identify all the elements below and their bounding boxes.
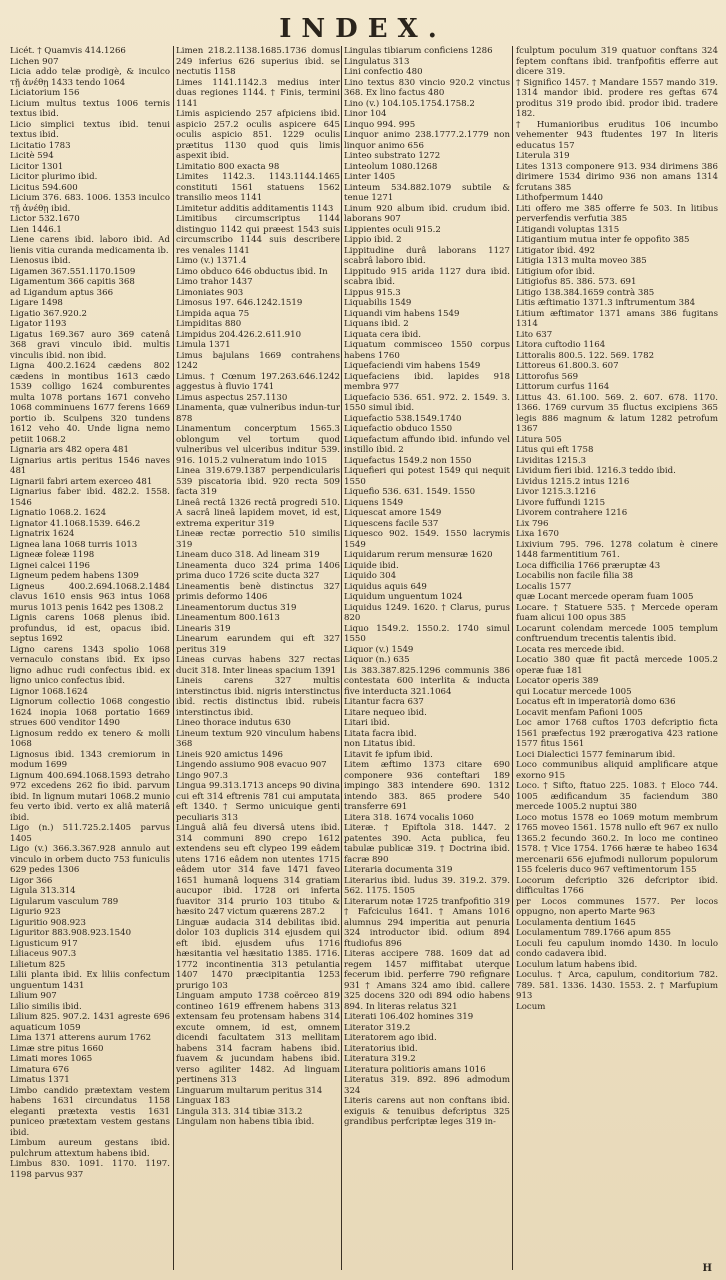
index-entry: Ligna 400.2.1624 cædens 802 cædens in montibus 1613 cædo 1539 colligo 1624 comburentes multa 1078 portans 1671 conveho 1068 comminuens 1677 ferens 1669 portio ib. Sculpens 320 tundens 1612 veho 40. Unde ligna nemo petiit 1068.2 [10, 361, 170, 445]
signature-mark: H [702, 1263, 712, 1274]
index-entry: Litigantium mutua inter fe oppofito 385 [516, 235, 690, 245]
index-entry: Ligatus 169.367 auro 369 catenâ 368 gravi vinculo ibid. multis vinculis ibid. non ibid. [10, 329, 170, 361]
index-entry: Liliaceus 907.3 [10, 949, 77, 959]
index-entry: Limbum aureum gestans ibid. pulchrum attextum habens ibid. [10, 1138, 170, 1159]
index-entry: Lineamenta duco 324 prima 1406 prima duco 1726 scite ducta 327 [176, 560, 340, 581]
index-entry: Lineæ rectæ porrectio 510 similis 319 [176, 529, 340, 550]
index-entry: Limpida aqua 75 [176, 308, 250, 319]
index-entry: Lineis carens 327 multis interstinctus ibid. nigris interstinctus ibid. rectis distinctus ibid. rubeis interstinctus ibid. [176, 676, 340, 718]
index-entry: Literatus 319. 892. 896 admodum 324 [344, 1075, 510, 1096]
index-entry: Limitibus circumscriptus 1144 distinguo 1142 qui præest 1543 suis circumscribo 1144 suis describere res venales 1141 [176, 214, 340, 256]
column-rule [341, 46, 342, 1270]
index-entry: Lima 1371 atterens aurum 1762 [10, 1033, 152, 1043]
index-entry: Lini confectio 480 [344, 67, 423, 77]
index-entry: Ligator 1193 [10, 319, 67, 329]
index-entry: Loco. † Sifto, ftatuo 225. 1083. † Eloco 744. 1005 ædificandum 35 faciendum 380 mercede 1005.2 nuptui 380 [516, 781, 718, 812]
index-entry: Literator 319.2 [344, 1022, 411, 1033]
index-entry: Lineamentis benè distinctus 327 primis deformo 1406 [176, 581, 340, 602]
index-entry: Liquabilis 1549 [344, 298, 412, 308]
index-entry: Ligneus 400.2.694.1068.2.1484 clavus 1610 ensis 963 intus 1068 murus 1013 penis 1642 pes 1308.2 [10, 581, 170, 613]
index-entry: Licio simplici textus ibid. tenui textus ibid. [10, 119, 170, 140]
index-entry: Ligare 1498 [10, 298, 63, 308]
index-entry: Loca difficilia 1766 præruptæ 43 [516, 560, 661, 571]
index-entry: Limus bajulans 1669 contrahens 1242 [176, 350, 340, 371]
index-entry: Lilii planta ibid. Ex liliis confectum unguentum 1431 [10, 970, 170, 991]
index-entry: Licitor 1301 [10, 161, 64, 172]
index-entry: Ligatio 367.920.2 [10, 308, 87, 319]
index-entry: Liquescens facile 537 [344, 518, 439, 529]
index-entry: Limis aspiciendo 257 afpiciens ibid. aspicio 257.2 oculis aspicere 645 oculis aspicio 851. 1229 oculis prætitus 1130 quod quis limis aspexit ibid. [176, 109, 340, 161]
index-entry: Locorum defcriptio 326 defcriptor ibid. difficultas 1766 [516, 875, 718, 896]
index-entry: Littorum curfus 1164 [516, 382, 610, 392]
index-entry: Lis 383.387.825.1296 communis 386 contestata 600 interlita & inducta five interducta 321.1064 [344, 665, 510, 697]
index-entry: Liquefaciens ibid. lapides 918 membra 977 [344, 371, 510, 392]
index-entry: Linum 920 album ibid. crudum ibid. laborans 907 [344, 203, 510, 224]
index-entry: Limus aspectus 257.1130 [176, 392, 288, 403]
index-entry: Lino (v.) 104.105.1754.1758.2 [344, 98, 475, 109]
index-entry: Ligo (v.) 366.3.367.928 annulo aut vinculo in orbem ducto 753 funiculis 629 pedes 1306 [10, 844, 170, 875]
index-entry: Limo trahor 1437 [176, 277, 253, 287]
index-entry: Lignor 1068.1624 [10, 686, 88, 697]
index-entry: Ligno carens 1343 spolio 1068 vernaculo constans ibid. Ex ipso ligno adhuc rudi confectus ibid. ex ligno unico confectus ibid. [10, 644, 170, 686]
index-entry: Licét. † Quamvis 414.1266 [10, 46, 126, 56]
index-entry: Linguâ aliâ feu diversâ utens ibid. 314 communi 890 crepo 1612 extendens seu eft clypeo 199 eâdem utens 1716 eâdem non utentes 1715 eâdem utor 314 fave 1471 faveo 1651 humanâ loquens 314 gratiam aucupor ibid. 1728 ori inferta fuavitor 314 prurio 103 titubo & hæsito 247 victum quærens 287.2 [176, 823, 340, 917]
index-entry: Ligneum pedem habens 1309 [10, 571, 139, 581]
index-entry: Licia addo telæ prodigè, & inculco τῇ ἀνέθῃ 1433 tendo 1064 [10, 67, 170, 88]
index-entry: Loculi feu capulum inomdo 1430. In loculo condo cadavera ibid. [516, 938, 718, 959]
index-entry: Litavit fe ipfum ibid. [344, 749, 433, 760]
index-entry: Liquefaciendi vim habens 1549 [344, 361, 481, 371]
index-entry: Lineum textum 920 vinculum habens 368 [176, 728, 340, 749]
index-entry: Lingulam non habens tibia ibid. [176, 1117, 315, 1127]
index-entry: Lixa 1670 [516, 529, 560, 539]
index-entry: ad Ligandum aptus 366 [10, 287, 114, 298]
index-entry: Liquandi vim habens 1549 [344, 308, 460, 319]
index-entry: Lippus 915.3 [344, 287, 401, 298]
index-entry: Lignis carens 1068 plenus ibid. profundus, id est, opacus ibid. septus 1692 [10, 613, 170, 644]
index-entry: Literarius ibid. ludus 39. 319.2. 379. 562. 1175. 1505 [344, 875, 510, 896]
index-entry: Ligusticum 917 [10, 938, 78, 949]
index-entry: Limbo candido prætextam vestem habens 1631 circundatus 1158 eleganti prætexta vestis 1631 puniceo prætextam vestem gestans ibid. [10, 1085, 170, 1138]
index-entry: Liquefactum affundo ibid. infundo vel instillo ibid. 2 [344, 434, 510, 455]
index-entry: Lignosum reddo ex tenero & molli 1068 [10, 728, 170, 749]
index-entry: per Locos communes 1577. Per locos oppugno, non aperto Marte 963 [516, 896, 718, 917]
index-entry: Limo (v.) 1371.4 [176, 256, 247, 266]
index-entry: Literati 106.402 homines 319 [344, 1012, 474, 1022]
index-entry: Lictor 532.1670 [10, 214, 80, 224]
index-entry: Liquefactus 1549.2 non 1550 [344, 455, 472, 466]
index-entry: Lixivium 795. 796. 1278 colatum è cinere 1448 farmentitium 761. [516, 539, 718, 560]
index-entry: Lithofpermum 1440 [516, 193, 603, 203]
index-entry: Lignarius faber ibid. 482.2. 1558. 1546 [10, 487, 170, 508]
index-entry: Liquefacio 536. 651. 972. 2. 1549. 3. 1550 simul ibid. [344, 392, 510, 413]
index-entry: Linor 104 [344, 109, 387, 119]
index-entry: Lingula 313. 314 tibiæ 313.2 [176, 1106, 303, 1117]
index-entry: Lilium 825. 907.2. 1431 agreste 696 aquaticum 1059 [10, 1012, 170, 1033]
index-entry: Loculamentum 789.1766 apum 855 [516, 928, 671, 938]
index-entry: Litigiofus 85. 386. 573. 691 [516, 277, 637, 287]
index-entry: Lividum fieri ibid. 1216.3 teddo ibid. [516, 466, 676, 476]
index-entry: Lingulas tibiarum conficiens 1286 [344, 46, 493, 56]
index-entry: Licitor plurimo ibid. [10, 172, 98, 182]
index-entry: Lingendo assiumo 908 evacuo 907 [176, 760, 327, 770]
index-entry: Litata facra ibid. [344, 728, 417, 739]
index-entry: Loc amor 1768 cuftos 1703 defcriptio ficta 1561 præfectus 192 prærogativa 423 ratione 1577 fitus 1561 [516, 718, 718, 749]
index-entry: Liquo 1549.2. 1550.2. 1740 simul 1550 [344, 623, 510, 644]
index-entry: † Humanioribus eruditus 106 incumbo vehementer 943 ftudentes 197 In literis educatus 157 [516, 119, 718, 151]
index-entry: Limula 1371 [176, 340, 231, 350]
index-entry: Lichen 907 [10, 56, 59, 67]
index-entry: Liquesco 902. 1549. 1550 lacrymis 1549 [344, 529, 510, 550]
index-entry: Ligo (n.) 511.725.2.1405 parvus 1405 [10, 823, 170, 844]
index-entry: Lignum 400.694.1068.1593 detraho 972 excedens 262 fio ibid. parvum ibid. In lignum mutari 1068.2 munio feu verto ibid. verto ex aliâ materiâ ibid. [10, 770, 170, 823]
index-entry: Liquans ibid. 2 [344, 319, 409, 329]
index-entry: Lix 796 [516, 518, 549, 529]
index-entry: Litari ibid. [344, 718, 390, 728]
index-entry: Limosus 197. 646.1242.1519 [176, 298, 303, 308]
index-entry: Licium multus textus 1006 ternis textus ibid. [10, 98, 170, 119]
index-entry: Littorofus 569 [516, 371, 579, 382]
index-entry: Lippitudo 915 arida 1127 dura ibid. scabra ibid. [344, 266, 510, 287]
index-entry: Litium æftimator 1371 amans 386 fugitans 1314 [516, 308, 718, 329]
index-column-1 [10, 46, 170, 1270]
index-entry: Litantur facra 637 [344, 697, 424, 707]
index-entry: Lividus 1215.2 intus 1216 [516, 476, 630, 487]
index-entry: Liquefio 536. 631. 1549. 1550 [344, 487, 476, 497]
index-entry: Limites 1142.3. 1143.1144.1465 constituti 1561 statuens 1562 transilio meos 1141 [176, 172, 340, 203]
index-entry: Lippitudine durâ laborans 1127 scabrâ laboro ibid. [344, 245, 510, 266]
index-entry: Limpidus 204.426.2.611.910 [176, 329, 302, 340]
index-entry: Liquidarum rerum mensuræ 1620 [344, 550, 493, 560]
index-entry: Limatus 1371 [10, 1075, 70, 1085]
index-entry: Lito 637 [516, 329, 553, 340]
index-entry: Locavit menfam Pafioni 1005 [516, 707, 643, 718]
index-entry: Lineam duco 318. Ad lineam 319 [176, 550, 320, 560]
index-entry: Ligamentum 366 capitis 368 [10, 277, 135, 287]
index-entry: Locatus eft in imperatorià domo 636 [516, 697, 676, 707]
index-entry: Liquor (n.) 635 [344, 655, 410, 665]
index-entry: Literatorem ago ibid. [344, 1033, 437, 1043]
index-entry: Littoralis 800.5. 122. 569. 1782 [516, 350, 655, 361]
index-entry: Lingua 99.313.1713 anceps 90 divina cui eft 314 eftrenis 781 cui amputata eft 1340. † Sermo unicuique genti peculiaris 313 [176, 781, 340, 823]
index-entry: Lino textus 830 vincio 920.2 vinctus 368. Ex lino factus 480 [344, 77, 510, 98]
index-entry: Litus qui eft 1758 [516, 445, 594, 455]
index-entry: Liquidum unguentum 1024 [344, 592, 463, 602]
index-entry: Ligula 313.314 [10, 886, 76, 896]
index-entry: Litigator ibid. 492 [516, 245, 596, 256]
index-column-3 [344, 46, 510, 1270]
index-entry: Linteo substrato 1272 [344, 151, 441, 161]
index-entry: Literaria documenta 319 [344, 865, 453, 875]
index-entry: Lignea lana 1068 turris 1013 [10, 539, 138, 550]
index-entry: Liguritor 883.908.923.1540 [10, 928, 132, 938]
index-entry: Locare. † Statuere 535. † Mercede operam fuam alicui 100 opus 385 [516, 602, 718, 623]
index-entry: Livorem contrahere 1216 [516, 508, 628, 518]
index-entry: Limatura 676 [10, 1064, 70, 1075]
index-entry: Lineamentum 800.1613 [176, 613, 280, 623]
index-entry: Linguæ audacia 314 debilitas ibid. dolor 103 duplicis 314 ejusdem qui eft ibid. ejusdem ufus 1716 hæsitantia vel hæsitatio 1385. 1716. 1772 incontinentia 313 petulantia 1407 1470 præcipitantia 1253 prurigo 103 [176, 917, 340, 991]
index-entry: Limo obduco 646 obductus ibid. In [176, 266, 328, 277]
index-entry: Liquidus aquis 649 [344, 581, 427, 592]
index-entry: Linamentum concerptum 1565.3 oblongum vel tortum quod vulneribus vel ulceribus inditur 539. 916. 1015.2 vulneratum indo 1015 [176, 424, 340, 466]
index-entry: Linquo 994. 995 [344, 119, 416, 130]
index-entry: Litera 318. 1674 vocalis 1060 [344, 812, 474, 823]
index-column-4 [516, 46, 718, 1270]
index-entry: Licitatio 1783 [10, 140, 71, 151]
index-entry: Linamenta, quæ vulneribus indun-tur 878 [176, 403, 340, 424]
index-entry: Lites 1313 componere 913. 934 dirimens 386 dirimere 1534 dirimo 936 non amans 1314 fcrutans 385 [516, 161, 718, 193]
index-entry: Liquescat amore 1549 [344, 508, 442, 518]
index-entry: fculptum poculum 319 quatuor conftans 324 feptem conftans ibid. tranfpofitis efferre aut dicere 319. [516, 46, 718, 77]
index-entry: Lignator 41.1068.1539. 646.2 [10, 518, 141, 529]
index-entry: Litis æftimatio 1371.3 inftrumentum 384 [516, 298, 696, 308]
index-entry: Lignosus ibid. 1343 cremiorum in modum 1699 [10, 749, 170, 770]
index-entry: Ligneæ foleæ 1198 [10, 550, 95, 560]
index-entry: Liquefactio 538.1549.1740 [344, 413, 462, 424]
index-entry: Liquidus 1249. 1620. † Clarus, purus 820 [344, 602, 510, 623]
index-entry: Livore fuffundi 1215 [516, 497, 606, 508]
index-entry: Licitus 594.600 [10, 182, 78, 193]
index-entry: Linea 319.679.1387 perpendicularis 539 piscatoria ibid. 920 recta 509 facta 319 [176, 466, 340, 497]
index-entry: Litigium ofor ibid. [516, 266, 595, 277]
index-entry: Lingo 907.3 [176, 770, 228, 781]
index-entry: Ligurio 923 [10, 907, 61, 917]
index-entry: Litigia 1313 multa moveo 385 [516, 256, 647, 266]
index-entry: Liquide ibid. [344, 560, 399, 571]
index-entry: Ligamen 367.551.1170.1509 [10, 266, 136, 277]
page-title: INDEX. [279, 14, 447, 44]
index-entry: Liquatum commisceo 1550 corpus habens 1760 [344, 340, 510, 361]
index-entry: Limæ stre pitus 1660 [10, 1043, 104, 1054]
index-entry: Liquido 304 [344, 571, 397, 581]
index-entry: Locata res mercede ibid. [516, 644, 625, 655]
index-entry: Littus 43. 61.100. 569. 2. 607. 678. 1170. 1366. 1769 curvum 35 fluctus excipiens 365 legis 886 magnum & latum 1282 petrofum 1367 [516, 392, 718, 434]
index-columns [10, 46, 718, 1270]
index-entry: Litigo 138.384.1659 contrà 385 [516, 287, 655, 298]
index-entry: Ligor 366 [10, 875, 53, 886]
index-entry: Literas accipere 788. 1609 dat ad regem 1457 miffitabat uterque fecerum ibid. perferre 790 refignare 931 † Amans 324 amo ibid. callere 325 docens 320 odi 894 odio habens 894. In literas relatus 321 [344, 949, 510, 1012]
index-entry: qui Locatur mercede 1005 [516, 686, 632, 697]
index-entry: Lienosus ibid. [10, 256, 71, 266]
index-entry: Lilietum 825 [10, 959, 66, 970]
index-entry: Literæ. † Epiftola 318. 1447. 2 patentes 390. Acta publica, feu tabulæ publicæ 319. † Doctrina ibid. facræ 890 [344, 823, 510, 865]
index-entry: Linteolum 1080.1268 [344, 161, 438, 172]
index-entry: Lignei calcei 1196 [10, 560, 90, 571]
index-entry: Linguax 183 [176, 1096, 231, 1106]
index-entry: Locator operis 389 [516, 676, 599, 686]
index-entry: Loculum latum habens ibid. [516, 959, 638, 970]
index-entry: Lignarii fabri artem exerceo 481 [10, 476, 153, 487]
column-rule [512, 46, 513, 1270]
index-entry: Literatura politioris amans 1016 [344, 1064, 486, 1075]
index-entry: Liti offero me 385 offerre fe 503. In litibus perverfendis verfutia 385 [516, 203, 718, 224]
index-entry: Limen 218.2.1138.1685.1736 domus 249 inferius 626 superius ibid. se nectutis 1158 [176, 46, 340, 77]
index-entry: Ligularum vasculum 789 [10, 896, 119, 907]
index-entry: Litigandi voluptas 1315 [516, 224, 620, 235]
index-entry: Litare nequeo ibid. [344, 707, 427, 718]
index-entry: Literis carens aut non conftans ibid. exiguis & tenuibus defcriptus 325 grandibus perfcriptæ leges 319 in- [344, 1096, 510, 1127]
index-entry: Litem æftimo 1373 citare 690 componere 936 conteftari 189 impingo 383 intendere 690. 1312 intendo 383. 865 prodere 540 transferre 691 [344, 760, 510, 812]
index-entry: Liciatorium 156 [10, 88, 80, 98]
index-entry: Limus. † Cœnum 197.263.646.1242 aggestus à fluvio 1741 [176, 371, 340, 392]
index-entry: Loci Dialectici 1577 feminarum ibid. [516, 749, 676, 760]
index-entry: Littoreus 61.800.3. 607 [516, 361, 619, 371]
index-entry: Lineas curvas habens 327 rectas ducit 318. Inter lineas spacium 1391 [176, 655, 340, 676]
index-entry: Limitatio 800 exacta 98 [176, 161, 280, 172]
index-entry: Loculamenta dentium 1645 [516, 917, 636, 928]
index-entry: Locabilis non facile filia 38 [516, 571, 634, 581]
index-entry: Locatio 380 quæ fit pactâ mercede 1005.2 operæ fuæ 181 [516, 655, 718, 676]
index-entry: Literarum notæ 1725 tranfpofitio 319 † Fafciculus 1641. † Amans 1016 alumnus 294 imperitia aut penuria 324 introductor ibid. odium 894 ftudiofus 896 [344, 896, 510, 949]
index-entry: Linteum 534.882.1079 subtile & tenue 1271 [344, 182, 510, 203]
index-entry: Litura 505 [516, 434, 562, 445]
index-entry: Liguritio 908.923 [10, 917, 86, 928]
index-entry: Lignatrix 1624 [10, 529, 75, 539]
index-entry: Limati mores 1065 [10, 1054, 93, 1064]
index-entry: Limpiditas 880 [176, 319, 242, 329]
index-entry: Linearum earundem qui eft 327 peritus 319 [176, 634, 340, 655]
index-entry: Locum [516, 1001, 546, 1012]
index-entry: Lien 1446.1 [10, 224, 62, 235]
index-entry: Loco communibus aliquid amplificare atque exorno 915 [516, 760, 718, 781]
index-entry: Linearis 319 [176, 623, 231, 634]
index-entry: Lineo thorace indutus 630 [176, 718, 291, 728]
index-entry: Loco motus 1578 eo 1069 motum membrum 1765 moveo 1561. 1578 nullo eft 967 ex nullo 1365.2 fecundo 360.2. In loco me contineo 1578. † Vice 1754. 1766 hæræ te habeo 1634 mercenarii 656 ejufmodi nullorum populorum 155 fceleris duco 967 veftimentorum 155 [516, 812, 718, 875]
index-entry: Lignaria ars 482 opera 481 [10, 445, 129, 455]
index-entry: Lippio ibid. 2 [344, 235, 402, 245]
index-entry: Licitè 594 [10, 151, 54, 161]
index-entry: Litora cuftodio 1164 [516, 340, 606, 350]
index-entry: non Litatus ibid. [344, 739, 416, 749]
index-entry: Lineâ rectâ 1326 rectâ progredi 510. A sacrâ lineâ lapidem movet, id est, extrema experitur 319 [176, 497, 340, 529]
index-entry: Limes 1141.1142.3 medius inter duas regiones 1144. † Finis, termini 1141 [176, 77, 340, 109]
index-entry: quæ Locant mercede operam fuam 1005 [516, 592, 694, 602]
index-entry: Lignorum collectio 1068 congestio 1624 inopia 1068 portatio 1669 strues 600 venditor 1490 [10, 697, 170, 728]
index-entry: Liquor (v.) 1549 [344, 644, 414, 655]
index-entry: Liquefactio obduco 1550 [344, 424, 453, 434]
index-column-2 [176, 46, 340, 1270]
index-entry: Limitetur additis additamentis 1143 [176, 203, 334, 214]
index-entry: Literatura 319.2 [344, 1054, 416, 1064]
index-entry: Liquefieri qui potest 1549 qui nequit 1550 [344, 466, 510, 487]
index-entry: Literula 319 [516, 151, 570, 161]
index-entry: Licium 376. 683. 1006. 1353 inculco τῇ ἀνέθῃ ibid. [10, 193, 170, 214]
index-entry: Limbus 830. 1091. 1170. 1197. 1198 parvus 937 [10, 1159, 170, 1180]
index-entry: Lilium 907 [10, 991, 57, 1001]
index-entry: Loculus. † Arca, capulum, conditorium 782. 789. 581. 1336. 1430. 1553. 2. † Marfupium 913 [516, 970, 718, 1001]
index-entry: Lignarius artis peritus 1546 naves 481 [10, 455, 170, 476]
index-entry: Lineis 920 amictus 1496 [176, 749, 283, 760]
index-entry: Lividitas 1215.3 [516, 455, 587, 466]
index-entry: Lippientes oculi 915.2 [344, 224, 441, 235]
index-entry: Linquor animo 238.1777.2.1779 non linquor animo 656 [344, 130, 510, 151]
index-entry: Lineamentorum ductus 319 [176, 602, 297, 613]
index-entry: Linter 1405 [344, 172, 396, 182]
index-entry: Liquata cera ibid. [344, 329, 422, 340]
index-entry: Limoniates 903 [176, 287, 244, 298]
index-entry: Livor 1215.3.1216 [516, 487, 596, 497]
index-entry: † Significo 1457. † Mandare 1557 mando 319. 1314 mandor ibid. prodere res geftas 674 proditus 319 prodo ibid. prodor ibid. tradere 182. [516, 77, 718, 119]
index-entry: Lilio similis ibid. [10, 1001, 82, 1012]
column-rule [173, 46, 174, 1270]
index-entry: Liene carens ibid. laboro ibid. Ad lienis vitia curanda medicamenta ib. [10, 235, 170, 256]
index-entry: Linguarum multarum peritus 314 [176, 1085, 323, 1096]
index-entry: Locarunt colendam mercede 1005 templum conftruendum trecentis talentis ibid. [516, 623, 718, 644]
index-entry: Lignatio 1068.2. 1624 [10, 508, 107, 518]
index-entry: Literatorius ibid. [344, 1043, 418, 1054]
index-entry: Linguam amputo 1738 coërceo 819 contineo 1619 effrenem habens 313 extensam feu protensam habens 314 excute omnem, id est, omnem dicendi facultatem 313 mellitam habens 314 facram habens ibid. fuavem & jucundam habens ibid. verso agiliter 1482. Ad linguam pertinens 313 [176, 991, 340, 1085]
index-entry: Liquens 1549 [344, 497, 404, 508]
index-entry: Lingulatus 313 [344, 56, 410, 67]
index-entry: Localis 1577 [516, 581, 572, 592]
